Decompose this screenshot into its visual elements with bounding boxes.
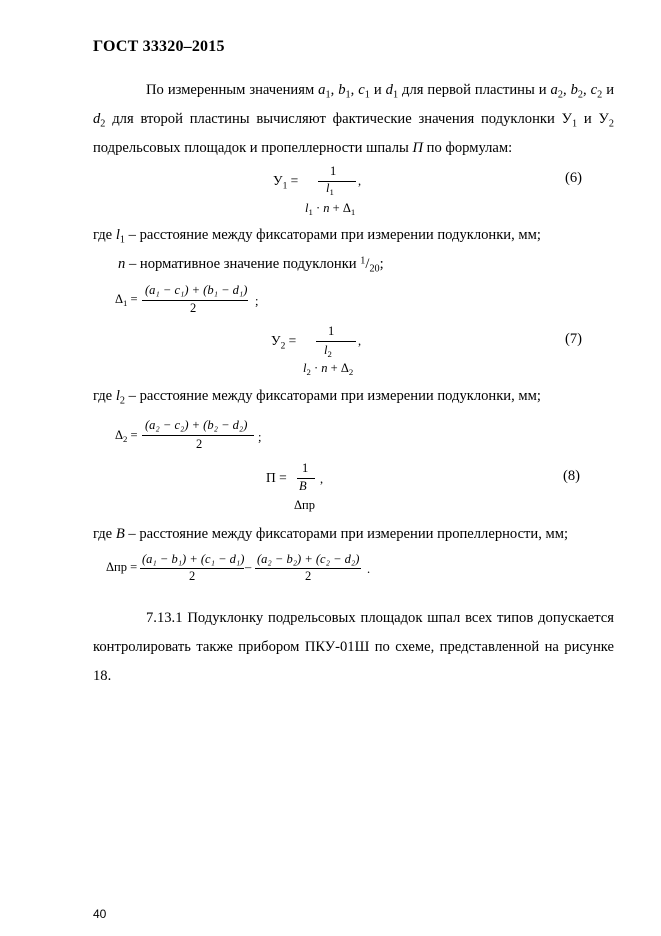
intro-paragraph: По измеренным значениям $a_1$, $b_1$, $c_1$ и $d_1$ для первой пластины и $a_2$, $b_2$, $c_2$ и $d_2$ для второй пластины вычисляют фактические значения подуклонки $У_1$ и $У_2$ подрельсовых площадок и пропеллерности шпалы П по формулам: [93, 82, 615, 156]
clause-7-13-1: 7.13.1 Подуклонку подрельсовых площадок шпал всех типов допускается контролировать также прибором ПКУ-01Ш по схеме, представленной на рисунке 18. [93, 610, 614, 684]
where-n: n – нормативное значение подуклонки $^1/_{20}$; [118, 255, 384, 275]
page-number: 40 [93, 907, 107, 921]
where-l1: где $l_1$ – расстояние между фиксаторами при измерении подуклонки, мм; [93, 227, 541, 246]
document-page: ГОСТ 33320–2015 По измеренным значениям $a_1$, $b_1$, $c_1$ и $d_1$ для первой пластины и $a_2$, $b_2$, $c_2$ и $d_2$ для второй пластины вычисляют фактические значения подуклонки $У_1$ и $У_2$ подрельсовых площадок и пропеллерности шпалы П по формулам: $У_1$ = 1 $l_1$ $l_1 \cdot n + \Delta_1$ , (6) где $l_1$ – расстояние между фиксаторами при измерении подуклонки, мм; n – нормативное значение подуклонки $^1/_{20}$; $\Delta_1$ = (a₁ − c₁) + (b₁ − d₁) 2 ; $У_2$ = 1 $l_2$ $l_2 \cdot n + \Delta_2$ , (7) где $l_2$ – расстояние между фиксаторами при измерении подуклонки, мм; $\Delta_2$ = (a₂ − c₂) + (b₂ − d₂) 2 ; П = 1 B Δпр , (8) где B – расстояние между фиксаторами при измерении пропеллерности, мм; Δпр = (a₁ − b₁) + (c₁ − d₁) 2 – (a₂ − b₂) + (c₂ − d₂) 2 . 7.13.1 Подуклонку подрельсовых площадок шпал всех типов допускается контролировать также прибором ПКУ-01Ш по схеме, представленной на рисунке 18. 40 [93, 38, 615, 921]
document-header: ГОСТ 33320–2015 [93, 38, 225, 55]
where-l2: где $l_2$ – расстояние между фиксаторами при измерении подуклонки, мм; [93, 388, 541, 407]
where-b: где B – расстояние между фиксаторами при измерении пропеллерности, мм; [93, 526, 569, 542]
